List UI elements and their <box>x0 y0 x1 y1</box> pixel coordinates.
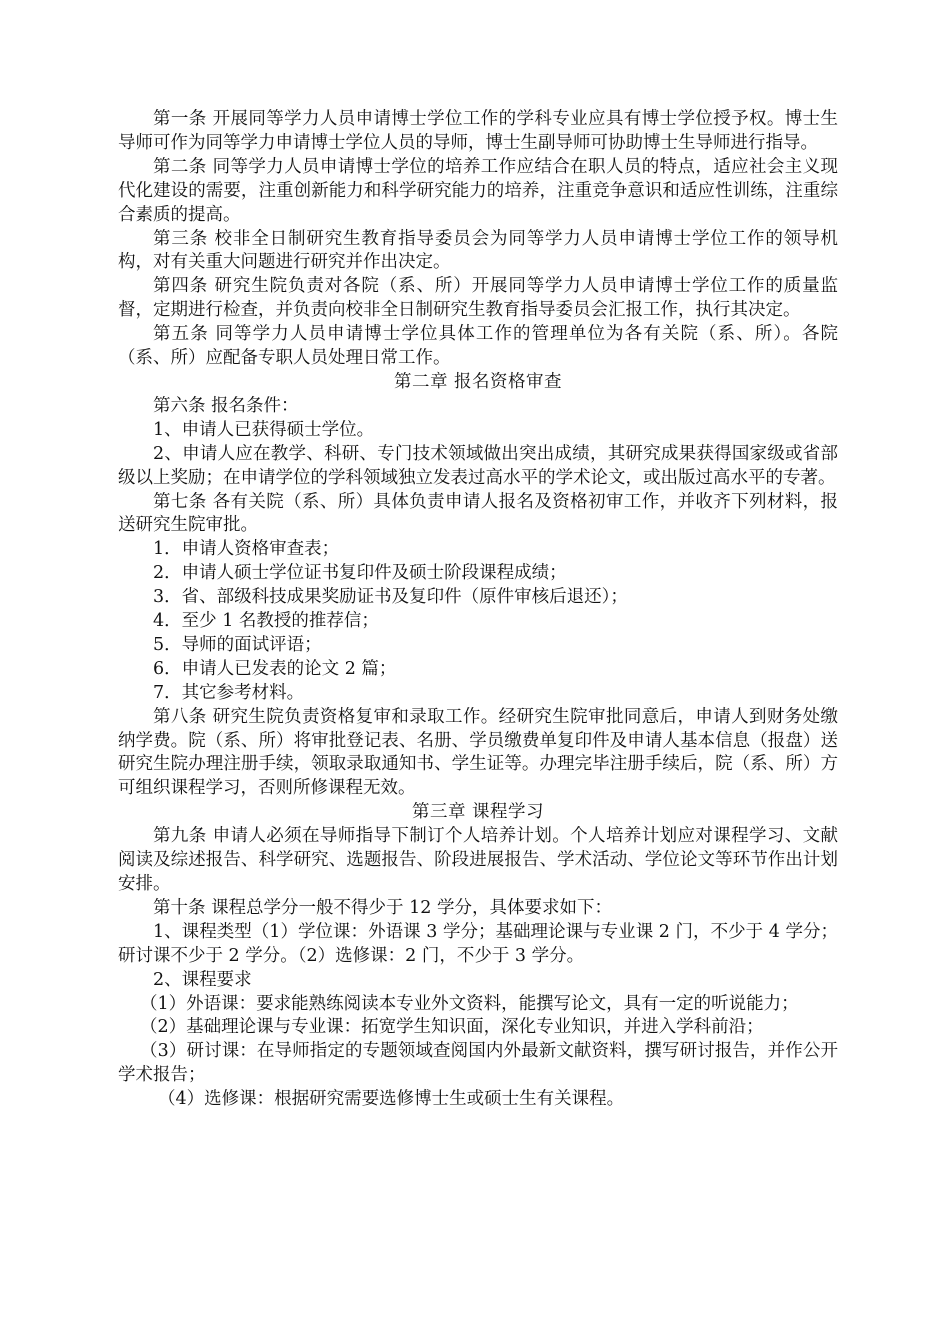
material-item: 5．导师的面试评语； <box>153 634 322 655</box>
article-8: 第八条 研究生院负责资格复审和录取工作。经研究生院审批同意后，申请人到财务处缴纳学费。院（系、所）将审批登记表、名册、学员缴费单复印件及申请人基本信息（报盘）送研究生院办理注册手续，领取录取通知书、学生证等。办理完毕注册手续后，院（系、所）方可组织课程学习，否则所修课程无效。 <box>118 706 838 799</box>
requirement-theory-courses: （2）基础理论课与专业课：拓宽学生知识面，深化专业知识，并进入学科前沿； <box>140 1017 764 1038</box>
chapter-2-heading: 第二章 报名资格审查 <box>393 371 563 392</box>
material-item: 4．至少 1 名教授的推荐信； <box>153 611 379 632</box>
article-10-course-requirements: 2、课程要求 <box>153 969 252 990</box>
chapter-3-heading: 第三章 课程学习 <box>411 802 545 823</box>
material-item: 3．省、部级科技成果奖励证书及复印件（原件审核后退还）； <box>153 587 628 608</box>
article-6: 第六条 报名条件： <box>153 395 299 416</box>
article-6-item-1: 1、申请人已获得硕士学位。 <box>153 419 375 440</box>
article-7: 第七条 各有关院（系、所）具体负责申请人报名及资格初审工作，并收齐下列材料，报送研究生院审批。 <box>118 491 838 536</box>
article-10-course-types: 1、课程类型（1）学位课：外语课 3 学分；基础理论课与专业课 2 门，不少于 4 学分；研讨课不少于 2 学分。（2）选修课：2 门，不少于 3 学分。 <box>118 921 838 966</box>
article-6-item-2: 2、申请人应在教学、科研、专门技术领域做出突出成绩，其研究成果获得国家级或省部级以上奖励；在申请学位的学科领域独立发表过高水平的学术论文，或出版过高水平的专著。 <box>118 443 838 488</box>
article-9: 第九条 申请人必须在导师指导下制订个人培养计划。个人培养计划应对课程学习、文献阅读及综述报告、科学研究、选题报告、阶段进展报告、学术活动、学位论文等环节作出计划安排。 <box>118 826 838 894</box>
article-10: 第十条 课程总学分一般不得少于 12 学分，具体要求如下： <box>153 897 612 918</box>
requirement-seminar: （3）研讨课：在导师指定的专题领域查阅国内外最新文献资料，撰写研讨报告，并作公开学术报告； <box>118 1041 838 1086</box>
article-5: 第五条 同等学力人员申请博士学位具体工作的管理单位为各有关院（系、所）。各院（系、所）应配备专职人员处理日常工作。 <box>118 324 838 369</box>
article-1: 第一条 开展同等学力人员申请博士学位工作的学科专业应具有博士学位授予权。博士生导师可作为同等学力申请博士学位人员的导师，博士生副导师可协助博士生导师进行指导。 <box>118 109 838 153</box>
article-2: 第二条 同等学力人员申请博士学位的培养工作应结合在职人员的特点，适应社会主义现代化建设的需要，注重创新能力和科学研究能力的培养，注重竞争意识和适应性训练，注重综合素质的提高。 <box>118 156 838 225</box>
material-item: 1．申请人资格审查表； <box>153 539 340 560</box>
requirement-foreign-language: （1）外语课：要求能熟练阅读本专业外文资料，能撰写论文，具有一定的听说能力； <box>140 993 799 1014</box>
material-item: 7．其它参考材料。 <box>153 682 305 703</box>
requirement-electives: （4）选修课：根据研究需要选修博士生或硕士生有关课程。 <box>158 1089 625 1110</box>
material-item: 6．申请人已发表的论文 2 篇； <box>153 658 397 679</box>
article-4: 第四条 研究生院负责对各院（系、所）开展同等学力人员申请博士学位工作的质量监督，定期进行检查，并负责向校非全日制研究生教育指导委员会汇报工作，执行其决定。 <box>118 276 838 321</box>
material-item: 2．申请人硕士学位证书复印件及硕士阶段课程成绩； <box>153 563 567 584</box>
article-3: 第三条 校非全日制研究生教育指导委员会为同等学力人员申请博士学位工作的领导机构，对有关重大问题进行研究并作出决定。 <box>118 228 838 273</box>
document-page <box>118 108 838 1112</box>
